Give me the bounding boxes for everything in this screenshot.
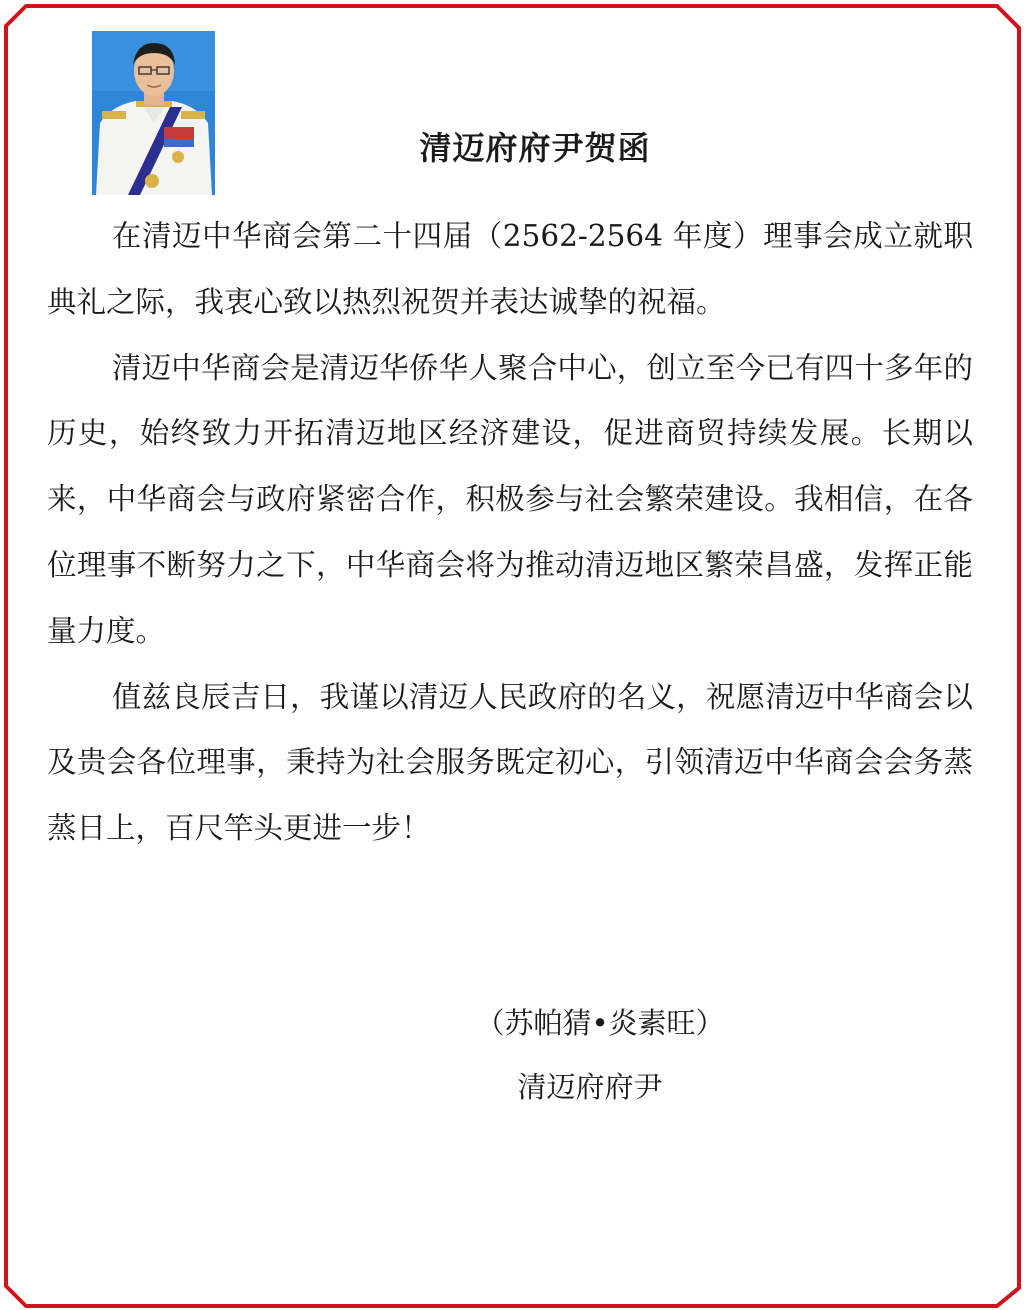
paragraph-blessing: 值兹良辰吉日，我谨以清迈人民政府的名义，祝愿清迈中华商会以及贵会各位理事，秉持为社会服务既定初心，引领清迈中华商会会务蒸蒸日上，百尺竿头更进一步！ — [47, 679, 973, 846]
letter-title: 清迈府府尹贺函 — [419, 129, 651, 167]
signature-title: 清迈府府尹 — [517, 1070, 663, 1104]
paragraph-chamber-history: 清迈中华商会是清迈华侨华人聚合中心，创立至今已有四十多年的历史，始终致力开拓清迈地区经济建设，促进商贸持续发展。长期以来，中华商会与政府紧密合作，积极参与社会繁荣建设。我相信，在各位理事不断努力之下，中华商会将为推动清迈地区繁荣昌盛，发挥正能量力度。 — [47, 350, 973, 648]
signature-name: （苏帕猜•炎素旺） — [475, 1006, 725, 1040]
paragraph-congratulation: 在清迈中华商会第二十四届（2562-2564 年度）理事会成立就职典礼之际，我衷心致以热烈祝贺并表达诚挚的祝福。 — [47, 219, 973, 319]
letter-body — [47, 204, 973, 862]
governor-portrait — [92, 31, 215, 195]
